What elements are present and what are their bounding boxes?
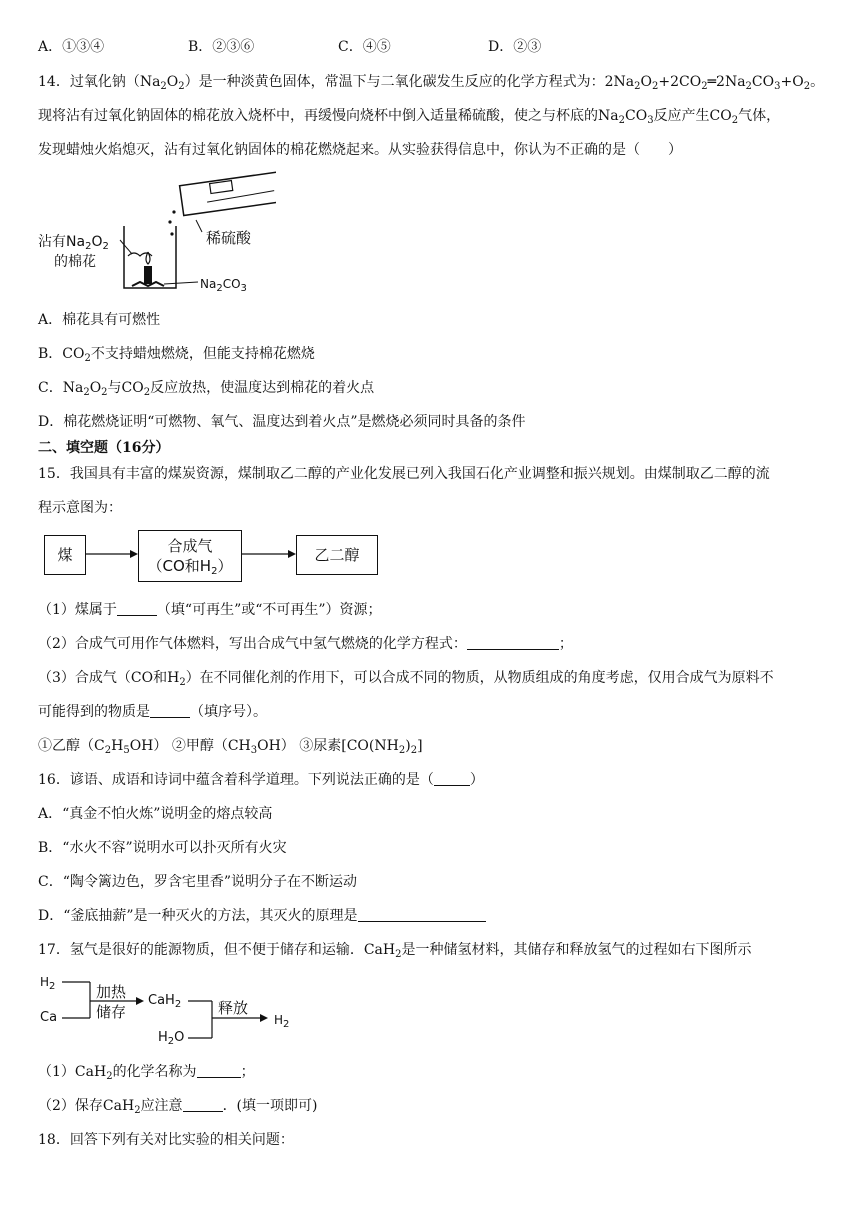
label-h2o: $H_2O$: [158, 1030, 185, 1047]
label-h2-input: $H_2$: [40, 975, 56, 992]
q14-option-d[interactable]: D．棉花燃烧证明“可燃物、氧气、温度达到着火点”是燃烧必须同时具备的条件: [38, 414, 526, 430]
q13-options: [38, 36, 838, 56]
q16-option-d[interactable]: D．“釜底抽薪”是一种灭火的方法，其灭火的原理是: [38, 906, 486, 926]
flow-arrow-1: [86, 545, 138, 565]
q16-stem: 16．谚语、成语和诗词中蕴含着科学道理。下列说法正确的是（ ）: [38, 772, 484, 788]
q15-part1: （1）煤属于 （填“可再生”或“不可再生”）资源；: [38, 602, 382, 618]
q15-choices: ①乙醇$(C_2H_5OH)$ ②甲醇$(CH_3OH)$ ③尿素$[CO(NH_2)_2]$: [38, 738, 423, 756]
label-store: 储存: [96, 1003, 127, 1021]
q17-part1: （1）CaH$_2$的化学名称为 ；: [38, 1064, 255, 1082]
q15-stem-line1: 15．我国具有丰富的煤炭资源，煤制取乙二醇的产业化发展已列入我国石化产业调整和振兴规划。由煤制取乙二醇的流: [38, 466, 770, 482]
q15-part3-line2: 可能得到的物质是 （填序号）。: [38, 704, 267, 720]
label-na2co3: $Na_2CO_3$: [200, 277, 247, 294]
label-dilute-sulfuric-acid: 稀硫酸: [206, 229, 252, 247]
q14-stem-line3: 发现蜡烛火焰熄灭，沾有过氧化钠固体的棉花燃烧起来。从实验获得信息中，你认为不正确的是（ ）: [38, 142, 682, 158]
q13-option-a[interactable]: A．①③④: [38, 39, 105, 55]
q15-part3-line1: （3）合成气（CO和$H_2$）在不同催化剂的作用下，可以合成不同的物质，从物质组成的角度考虑，仅用合成气为原料不: [38, 670, 774, 688]
q17-stem: 17．氢气是很好的能源物质，但不便于储存和运输．CaH$_2$是一种储氢材料，其储存和释放氢气的过程如右下图所示: [38, 942, 752, 960]
acid-bottle: [180, 172, 276, 216]
candle: [144, 266, 152, 284]
q14-stem-line1: 14．过氧化钠$(Na_2O_2)$是一种淡黄色固体，常温下与二氧化碳发生反应的化学方程式为：$2Na_2O_2+2CO_2═2Na_2CO_3+O_2$。: [38, 74, 825, 92]
q15-part2: （2）合成气可用作气体燃料，写出合成气中氢气燃烧的化学方程式： ；: [38, 636, 573, 652]
q18-stem: 18．回答下列有关对比实验的相关问题：: [38, 1132, 294, 1148]
label-cotton-line1: 沾有$Na_2O_2$: [38, 234, 109, 252]
label-cotton-line2: 的棉花: [54, 254, 96, 270]
label-release: 释放: [218, 999, 249, 1017]
q14-option-b[interactable]: B．$CO_2$不支持蜡烛燃烧，但能支持棉花燃烧: [38, 346, 315, 364]
syngas-title: 合成气: [167, 537, 213, 555]
label-heat: 加热: [96, 983, 127, 1001]
q14-option-c[interactable]: C．$Na_2O_2$与$CO_2$反应放热，使温度达到棉花的着火点: [38, 380, 375, 398]
label-h2-output: $H_2$: [274, 1013, 290, 1030]
q16-option-b[interactable]: B．“水火不容”说明水可以扑灭所有火灾: [38, 840, 287, 856]
label-ca: Ca: [40, 1010, 58, 1025]
q13-option-c[interactable]: C．④⑤: [338, 39, 391, 55]
q13-option-d[interactable]: D．②③: [488, 39, 542, 55]
flow-box-syngas: [138, 530, 242, 582]
q15-stem-line2: 程示意图为：: [38, 500, 122, 516]
q17-part2: （2）保存CaH$_2$应注意 ．(填一项即可): [38, 1098, 318, 1116]
q14-stem-line2: 现将沾有过氧化钠固体的棉花放入烧杯中，再缓慢向烧杯中倒入适量稀硫酸，使之与杯底的$Na_2CO_3$反应产生$CO_2$气体，: [38, 108, 781, 126]
label-cah2: CaH$_2$: [148, 993, 182, 1010]
q16-option-c[interactable]: C．“陶令篱边色，罗含宅里香”说明分子在不断运动: [38, 874, 358, 890]
q16-option-a[interactable]: A．“真金不怕火炼”说明金的熔点较高: [38, 806, 273, 822]
q14-option-a[interactable]: A．棉花具有可燃性: [38, 312, 161, 328]
q13-option-b[interactable]: B．②③⑥: [188, 39, 255, 55]
flow-arrow-2: [242, 545, 296, 565]
syngas-composition: （CO和$H_2$）: [147, 557, 233, 577]
flow-box-glycol: 乙二醇: [296, 535, 378, 575]
flow-box-coal: 煤: [44, 535, 86, 575]
section-heading: 二、填空题（16分）: [38, 440, 170, 456]
